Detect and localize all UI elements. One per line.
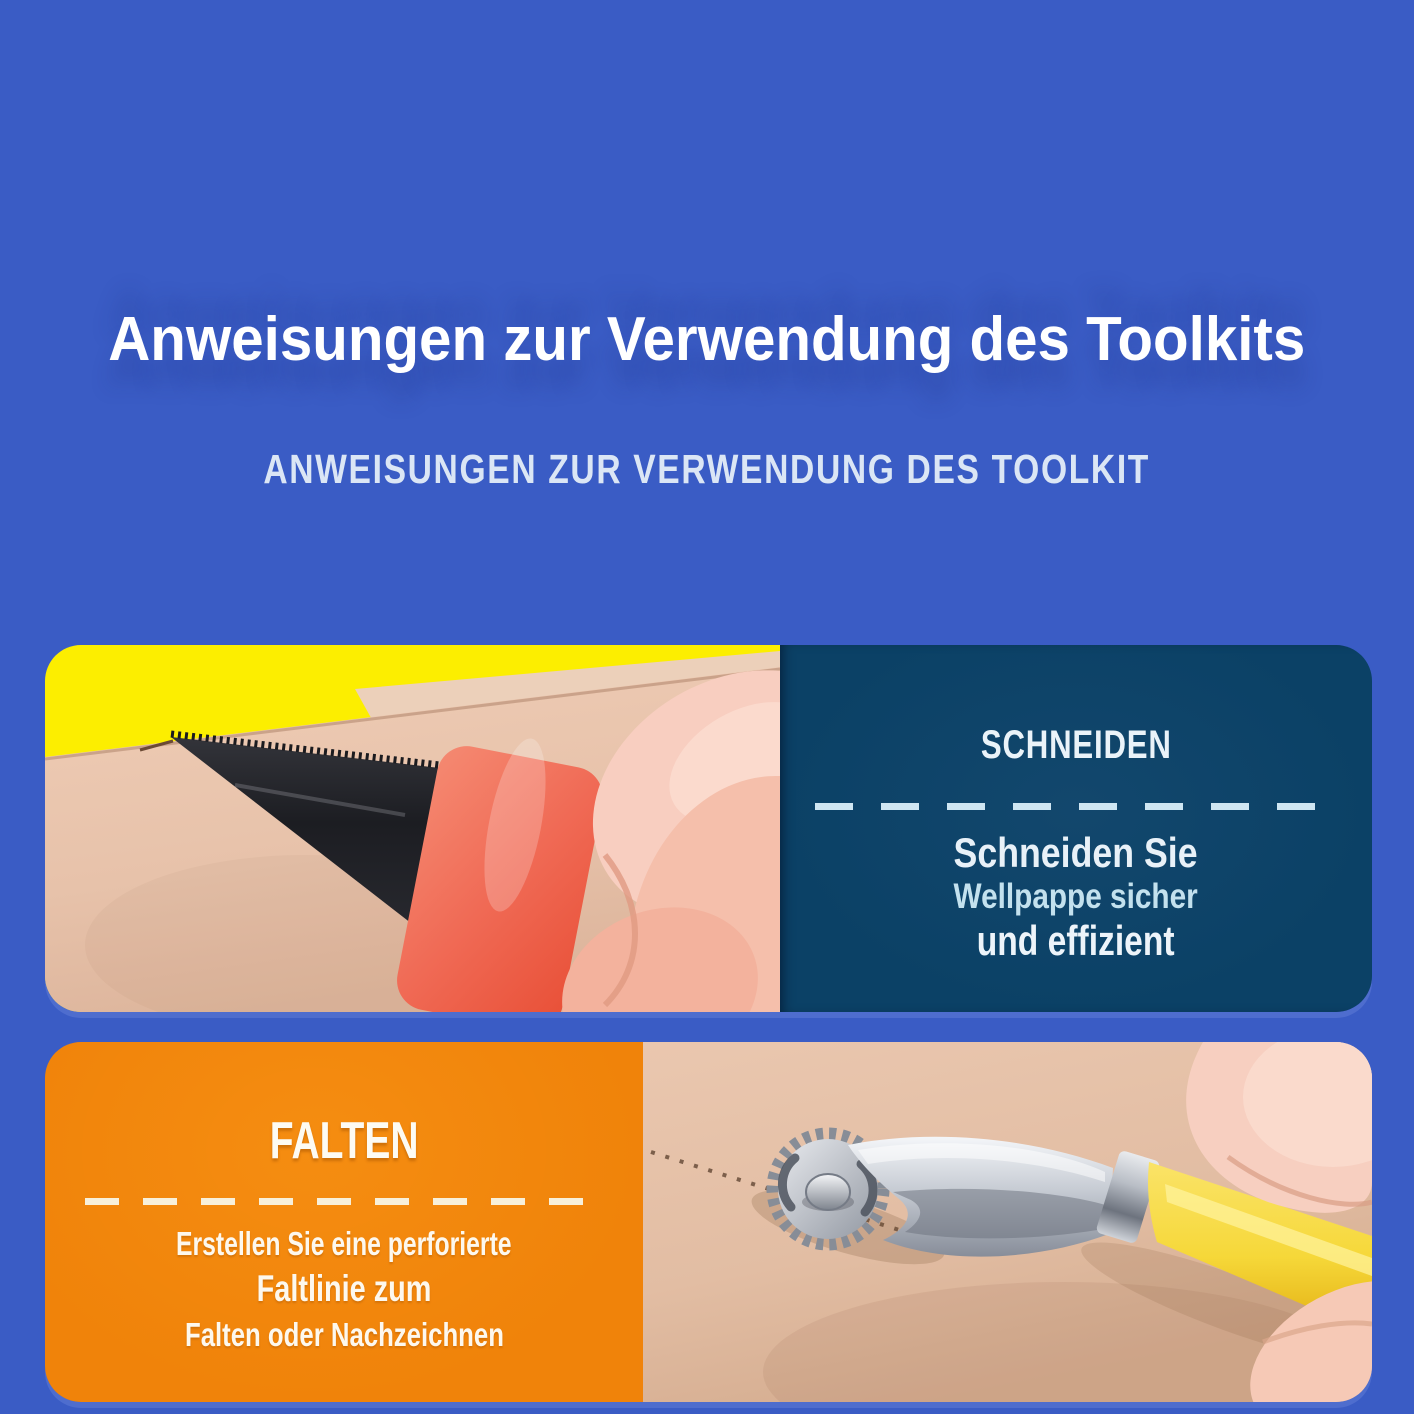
- falten-text-block: [45, 1042, 643, 1402]
- schneiden-line-3: und effizient: [977, 917, 1175, 964]
- falten-line-1: Erstellen Sie eine perforierte: [176, 1225, 512, 1262]
- schneiden-dashed-divider: [815, 803, 1337, 810]
- falten-line-2: Faltlinie zum: [256, 1268, 432, 1309]
- page-title: [0, 304, 1414, 375]
- falten-heading: FALTEN: [269, 1112, 419, 1170]
- folding-photo-svg: [643, 1042, 1372, 1402]
- page-title-text: Anweisungen zur Verwendung des Toolkits: [108, 305, 1306, 374]
- panel-schneiden: [45, 645, 1372, 1012]
- falten-dashed-divider: [85, 1198, 605, 1205]
- cutting-photo-svg: [45, 645, 780, 1012]
- page-subtitle-text: ANWEISUNGEN ZUR VERWENDUNG DES TOOLKIT: [263, 446, 1151, 492]
- page-subtitle: [0, 446, 1414, 493]
- panel-falten: [45, 1042, 1372, 1402]
- schneiden-text-block: [780, 645, 1372, 1012]
- schneiden-heading: SCHNEIDEN: [980, 723, 1172, 767]
- schneiden-line-2: Wellpappe sicher: [953, 877, 1199, 916]
- schneiden-line-1: Schneiden Sie: [953, 829, 1199, 876]
- falten-line-3: Falten oder Nachzeichnen: [184, 1316, 504, 1353]
- hand-cutting-cardboard-photo: [45, 645, 780, 1012]
- tracing-wheel-perforating-photo: [643, 1042, 1372, 1402]
